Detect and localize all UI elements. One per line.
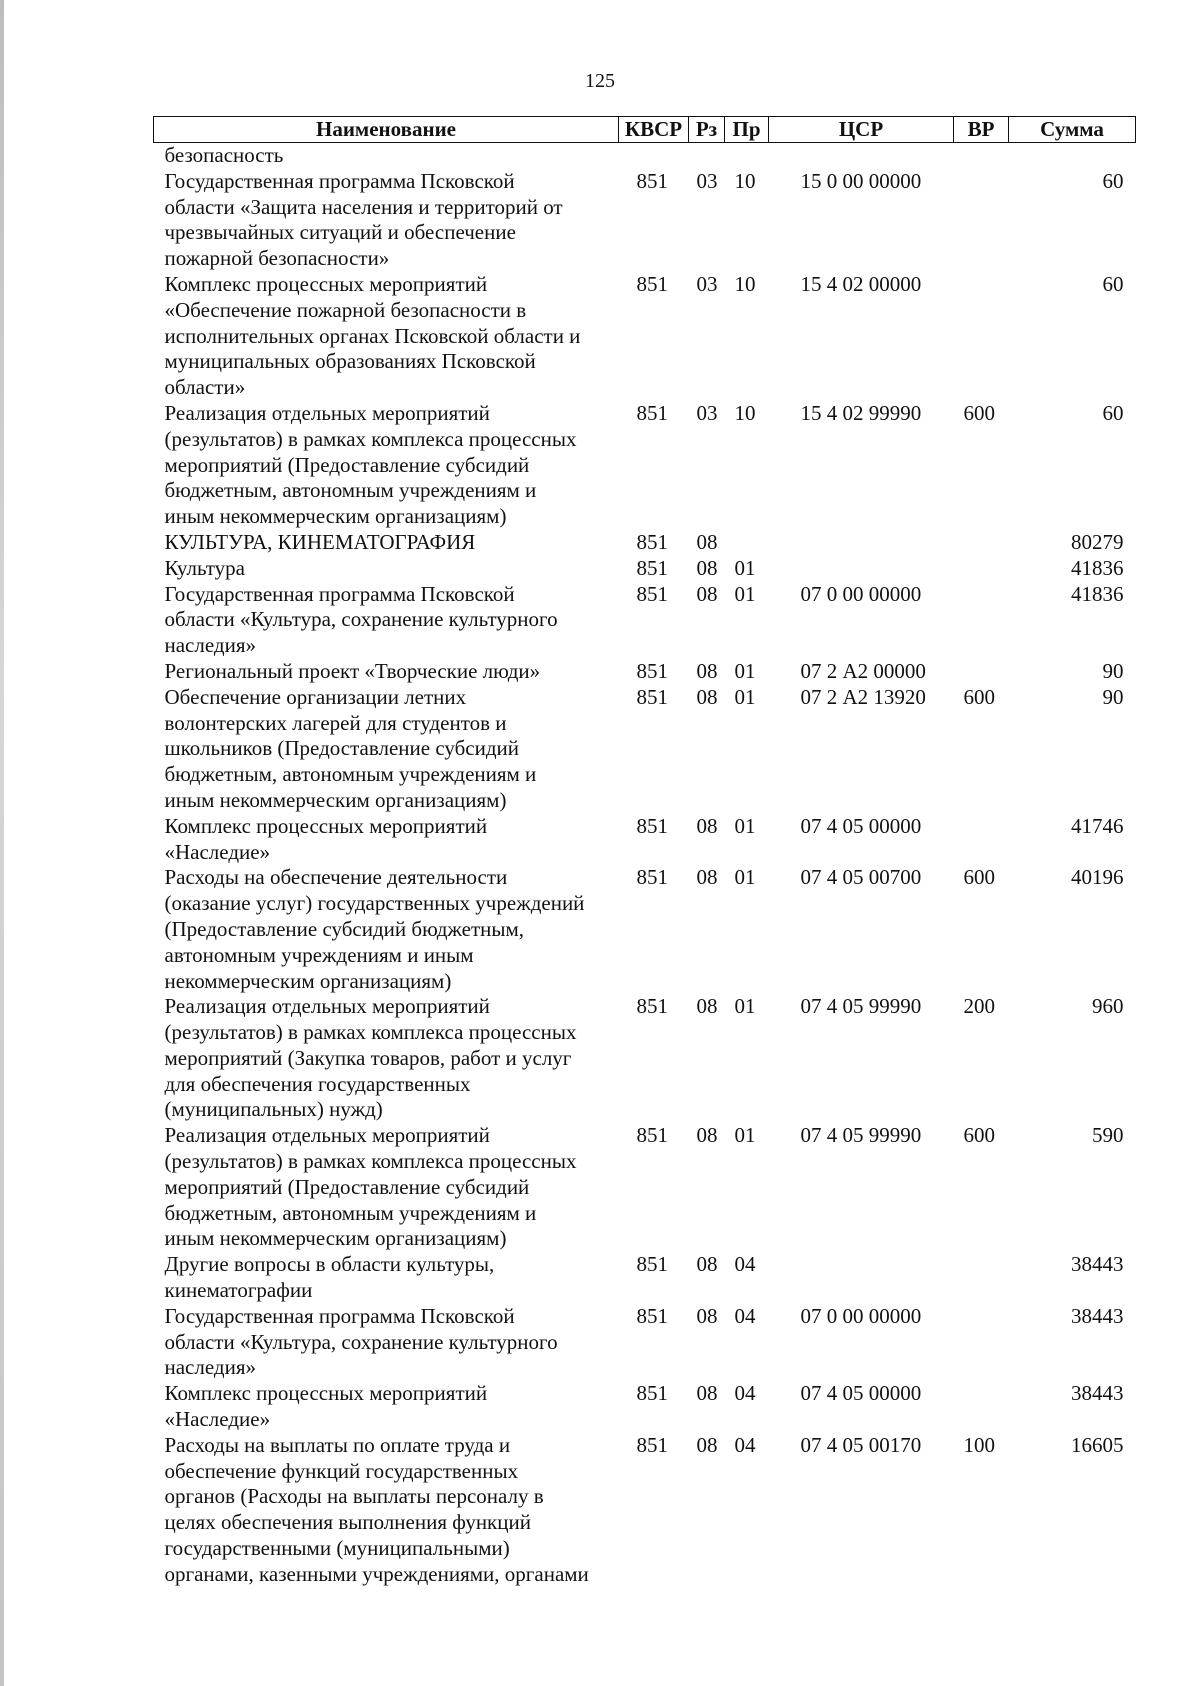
row-kvsr-cell: 851: [636, 865, 668, 890]
row-rz-cell: 08: [696, 658, 718, 683]
row-csr-cell: 15 0 00 00000: [800, 168, 922, 193]
row-csr-cell: 07 2 А2 00000: [800, 658, 926, 683]
row-kvsr-cell: 851: [636, 658, 668, 683]
row-name-cell: Государственная программа Псковской области «Защита населения и территорий от чрезвычайных ситуаций и обеспечение пожарной безопасности»: [164, 168, 563, 271]
row-pr-cell: 10: [734, 168, 756, 193]
header-vr: ВР: [954, 117, 1009, 143]
row-vr-cell: 600: [963, 400, 995, 425]
row-name-cell: безопасность: [164, 143, 284, 167]
row-vr-cell: 600: [963, 684, 995, 709]
row-pr-cell: 01: [734, 581, 756, 606]
row-pr-cell: 01: [734, 1123, 756, 1148]
row-vr-cell: [954, 272, 1009, 401]
row-name-cell: Расходы на обеспечение деятельности (оказание услуг) государственных учреждений (Предоставление субсидий бюджетным, автономным учреждениям и иным некоммерческим организациям): [164, 865, 585, 993]
row-vr-cell: [954, 1304, 1009, 1381]
budget-table: [153, 116, 1136, 1588]
row-vr-cell: [954, 582, 1009, 659]
row-csr-cell: 15 4 02 00000: [800, 271, 922, 296]
row-kvsr-cell: 851: [636, 271, 668, 296]
header-pr: Пр: [725, 117, 769, 143]
row-sum-cell: 60: [1102, 168, 1124, 193]
row-name-cell: Государственная программа Псковской области «Культура, сохранение культурного наследия»: [164, 581, 558, 658]
row-pr-cell: 01: [734, 658, 756, 683]
row-rz-cell: 08: [696, 994, 718, 1019]
row-sum-cell: 960: [1092, 994, 1124, 1019]
table-header: [154, 117, 1136, 143]
row-rz-cell: 08: [696, 1381, 718, 1406]
row-csr-cell: 07 4 05 99990: [800, 1123, 922, 1148]
row-sum-cell: 90: [1102, 684, 1124, 709]
row-vr-cell: [954, 659, 1009, 685]
table-row: [154, 994, 1136, 1123]
row-pr-cell: 01: [734, 813, 756, 838]
row-csr-cell: 07 4 05 00700: [800, 865, 922, 890]
row-name-cell: Региональный проект «Творческие люди»: [164, 658, 541, 683]
header-csr: ЦСР: [769, 117, 954, 143]
row-pr-cell: 04: [734, 1252, 756, 1277]
row-csr-cell: 07 0 00 00000: [800, 1303, 922, 1328]
table-row: [154, 401, 1136, 530]
row-csr-cell: 07 2 А2 13920: [800, 684, 926, 709]
row-csr-cell: [769, 556, 954, 582]
row-vr-cell: [954, 1252, 1009, 1304]
row-kvsr-cell: 851: [636, 994, 668, 1019]
row-pr-cell: 01: [734, 865, 756, 890]
row-vr-cell: 600: [963, 1123, 995, 1148]
row-rz-cell: 03: [696, 168, 718, 193]
table-row: [154, 272, 1136, 401]
table-row: [154, 1304, 1136, 1381]
row-kvsr-cell: 851: [636, 168, 668, 193]
row-rz-cell: 08: [696, 1123, 718, 1148]
row-kvsr-cell: 851: [636, 684, 668, 709]
row-pr-cell: 04: [734, 1381, 756, 1406]
row-rz-cell: 03: [696, 271, 718, 296]
header-row: [154, 117, 1136, 143]
row-vr-cell: 200: [963, 994, 995, 1019]
row-rz-cell: 08: [696, 529, 718, 554]
row-csr-cell: 07 4 05 00000: [800, 813, 922, 838]
row-sum-cell: 590: [1092, 1123, 1124, 1148]
row-vr-cell: [954, 143, 1009, 169]
row-pr-cell: 01: [734, 994, 756, 1019]
row-pr-cell: 01: [734, 555, 756, 580]
table-row: [154, 530, 1136, 556]
row-kvsr-cell: 851: [636, 529, 668, 554]
row-kvsr-cell: 851: [636, 1303, 668, 1328]
row-rz-cell: 08: [696, 581, 718, 606]
row-sum-cell: 90: [1102, 658, 1124, 683]
row-name-cell: Реализация отдельных мероприятий (результатов) в рамках комплекса процессных мероприятий (Предоставление субсидий бюджетным, автономным учреждениям и иным некоммерческим организациям): [164, 1123, 577, 1251]
table-row: [154, 582, 1136, 659]
row-pr-cell: 04: [734, 1303, 756, 1328]
row-vr-cell: [954, 556, 1009, 582]
row-csr-cell: [769, 530, 954, 556]
row-pr-cell: 01: [734, 684, 756, 709]
row-vr-cell: [954, 169, 1009, 272]
row-name-cell: Государственная программа Псковской области «Культура, сохранение культурного наследия»: [164, 1303, 558, 1380]
row-name-cell: Культура: [164, 555, 245, 580]
row-rz-cell: 08: [696, 1432, 718, 1457]
row-sum-cell: 38443: [1071, 1381, 1124, 1406]
row-kvsr-cell: 851: [636, 555, 668, 580]
row-kvsr-cell: 851: [636, 1432, 668, 1457]
row-vr-cell: [954, 1381, 1009, 1433]
row-kvsr-cell: [619, 143, 689, 169]
row-sum-cell: [1009, 143, 1136, 169]
header-sum: Сумма: [1009, 117, 1136, 143]
row-kvsr-cell: 851: [636, 400, 668, 425]
row-rz-cell: 08: [696, 684, 718, 709]
row-name-cell: Другие вопросы в области культуры, кинематографии: [164, 1252, 495, 1303]
row-csr-cell: [769, 1252, 954, 1304]
table-body: [154, 143, 1136, 1588]
row-pr-cell: 10: [734, 271, 756, 296]
row-pr-cell: 10: [734, 400, 756, 425]
row-sum-cell: 38443: [1071, 1252, 1124, 1277]
row-name-cell: КУЛЬТУРА, КИНЕМАТОГРАФИЯ: [164, 529, 476, 554]
row-name-cell: Комплекс процессных мероприятий «Наследие»: [164, 1381, 488, 1432]
row-csr-cell: 15 4 02 99990: [800, 400, 922, 425]
row-rz-cell: 08: [696, 1252, 718, 1277]
row-rz-cell: 08: [696, 813, 718, 838]
row-kvsr-cell: 851: [636, 1252, 668, 1277]
header-rz: Рз: [689, 117, 725, 143]
row-rz-cell: 08: [696, 1303, 718, 1328]
row-csr-cell: 07 4 05 99990: [800, 994, 922, 1019]
table-row: [154, 169, 1136, 272]
row-name-cell: Реализация отдельных мероприятий (результатов) в рамках комплекса процессных мероприятий (Закупка товаров, работ и услуг для обеспечения государственных (муниципальных) нужд): [164, 994, 577, 1122]
row-sum-cell: 41746: [1071, 813, 1124, 838]
header-name: Наименование: [154, 117, 619, 143]
row-pr-cell: [725, 143, 769, 169]
row-name-cell: Реализация отдельных мероприятий (результатов) в рамках комплекса процессных мероприятий (Предоставление субсидий бюджетным, автономным учреждениям и иным некоммерческим организациям): [164, 400, 577, 529]
scan-edge: [0, 0, 4, 1686]
table-row: [154, 865, 1136, 994]
row-csr-cell: 07 4 05 00170: [800, 1432, 922, 1457]
row-rz-cell: 08: [696, 865, 718, 890]
row-sum-cell: 80279: [1071, 529, 1124, 554]
row-pr-cell: [725, 530, 769, 556]
table-row: [154, 685, 1136, 814]
row-name-cell: Комплекс процессных мероприятий «Обеспечение пожарной безопасности в исполнительных органах Псковской области и муниципальных образованиях Псковской области»: [164, 271, 581, 400]
table-row: [154, 556, 1136, 582]
table-row: [154, 1433, 1136, 1588]
row-vr-cell: 600: [963, 865, 995, 890]
row-vr-cell: 100: [963, 1432, 995, 1457]
row-rz-cell: 03: [696, 400, 718, 425]
row-pr-cell: 04: [734, 1432, 756, 1457]
row-vr-cell: [954, 530, 1009, 556]
table-row: [154, 659, 1136, 685]
row-csr-cell: 07 4 05 00000: [800, 1381, 922, 1406]
row-csr-cell: 07 0 00 00000: [800, 581, 922, 606]
table-row: [154, 1381, 1136, 1433]
page-number: 125: [585, 70, 615, 92]
row-kvsr-cell: 851: [636, 581, 668, 606]
row-sum-cell: 60: [1102, 271, 1124, 296]
row-kvsr-cell: 851: [636, 813, 668, 838]
table-row: [154, 1252, 1136, 1304]
row-sum-cell: 40196: [1071, 865, 1124, 890]
row-sum-cell: 38443: [1071, 1303, 1124, 1328]
row-sum-cell: 41836: [1071, 581, 1124, 606]
row-kvsr-cell: 851: [636, 1123, 668, 1148]
row-kvsr-cell: 851: [636, 1381, 668, 1406]
header-kvsr: КВСР: [619, 117, 689, 143]
row-name-cell: Обеспечение организации летних волонтерских лагерей для студентов и школьников (Предоставление субсидий бюджетным, автономным учреждениям и иным некоммерческим организациям): [164, 684, 537, 812]
row-rz-cell: 08: [696, 555, 718, 580]
row-vr-cell: [954, 814, 1009, 866]
row-sum-cell: 16605: [1071, 1432, 1124, 1457]
table-row: [154, 1123, 1136, 1252]
table-row: [154, 143, 1136, 169]
table-row: [154, 814, 1136, 866]
row-rz-cell: [689, 143, 725, 169]
row-name-cell: Комплекс процессных мероприятий «Наследие»: [164, 813, 488, 864]
row-csr-cell: [769, 143, 954, 169]
row-sum-cell: 41836: [1071, 555, 1124, 580]
row-name-cell: Расходы на выплаты по оплате труда и обеспечение функций государственных органов (Расходы на выплаты персоналу в целях обеспечения выполнения функций государственными (муниципальными) органами, казенными учреждениями, органами: [164, 1432, 589, 1586]
row-sum-cell: 60: [1102, 400, 1124, 425]
